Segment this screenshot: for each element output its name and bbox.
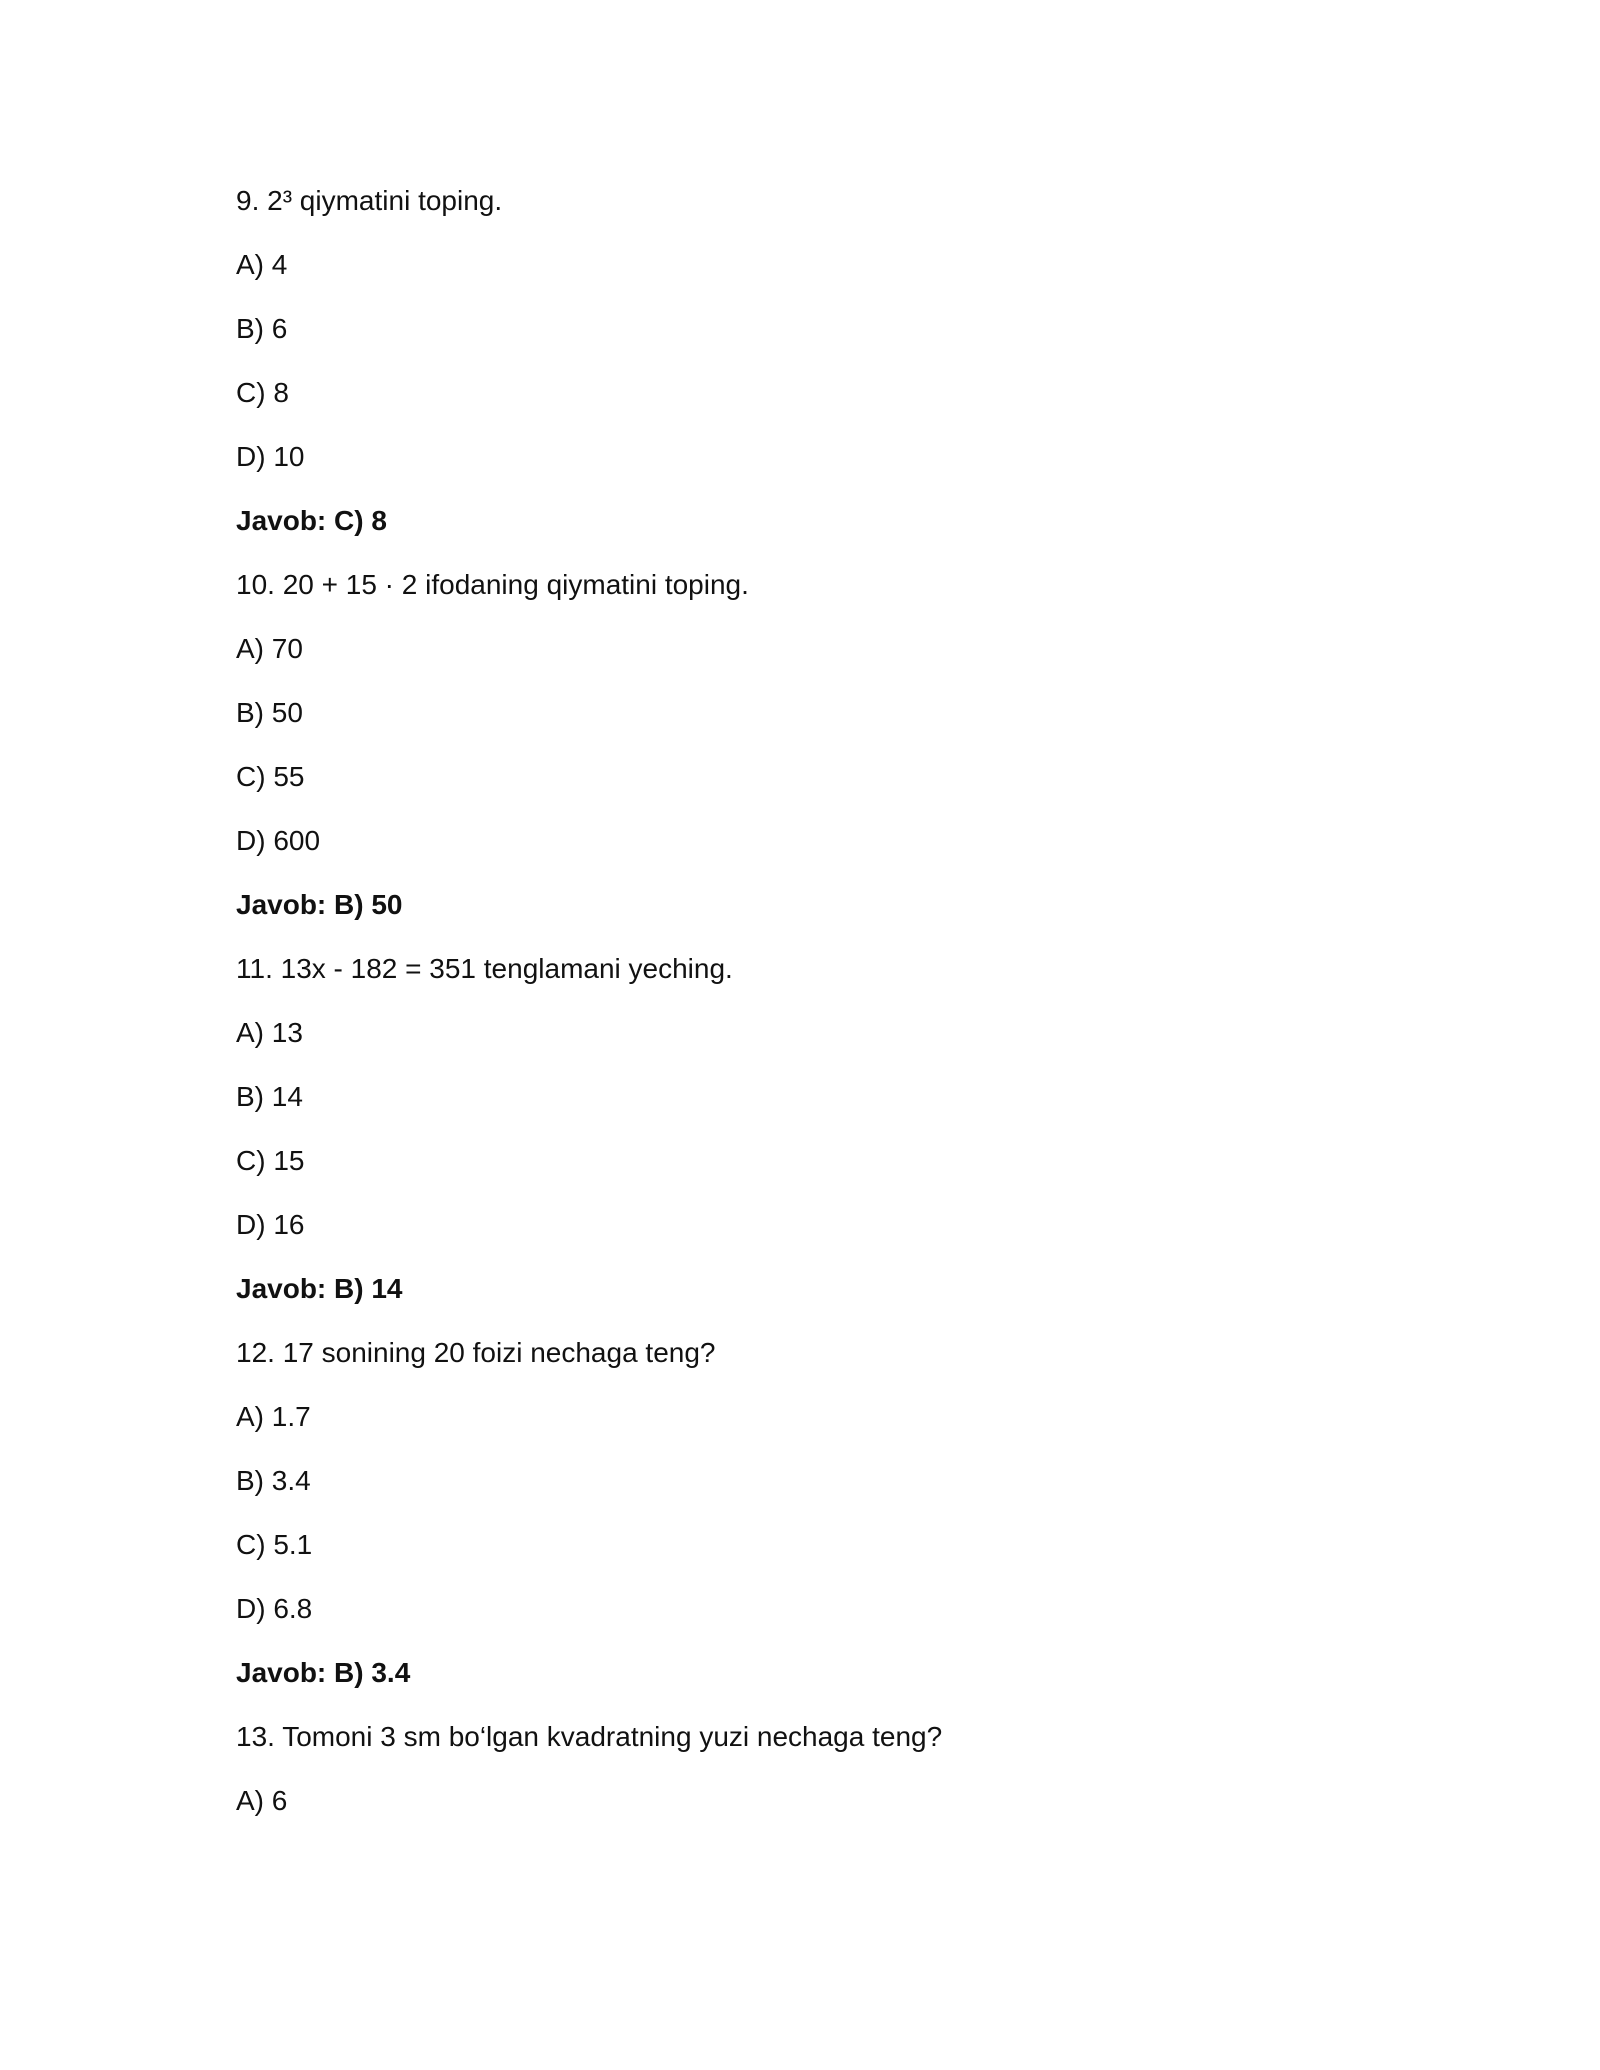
option-c: C) 5.1 [236,1529,313,1560]
option-a: A) 70 [236,633,303,664]
option-b: B) 6 [236,313,288,344]
option-d: D) 16 [236,1209,305,1240]
option-c: C) 8 [236,377,289,408]
option-d: D) 600 [236,825,321,856]
question-text: 9. 2³ qiymatini toping. [236,185,503,216]
question-text: 11. 13x - 182 = 351 tenglamani yeching. [236,953,733,984]
answer-line: Javob: C) 8 [236,505,387,536]
option-a: A) 1.7 [236,1401,311,1432]
option-c: C) 55 [236,761,305,792]
option-a: A) 6 [236,1785,288,1816]
question-text: 12. 17 sonining 20 foizi nechaga teng? [236,1337,716,1368]
option-a: A) 4 [236,249,288,280]
option-c: C) 15 [236,1145,305,1176]
option-b: B) 3.4 [236,1465,311,1496]
question-text: 13. Tomoni 3 sm bo‘lgan kvadratning yuzi nechaga teng? [236,1721,943,1752]
question-text: 10. 20 + 15 · 2 ifodaning qiymatini toping. [236,569,749,600]
option-d: D) 6.8 [236,1593,313,1624]
answer-line: Javob: B) 50 [236,889,403,920]
answer-line: Javob: B) 14 [236,1273,403,1304]
option-d: D) 10 [236,441,305,472]
document-page [236,184,1436,1848]
answer-line: Javob: B) 3.4 [236,1657,411,1688]
option-a: A) 13 [236,1017,303,1048]
option-b: B) 50 [236,697,303,728]
option-b: B) 14 [236,1081,303,1112]
